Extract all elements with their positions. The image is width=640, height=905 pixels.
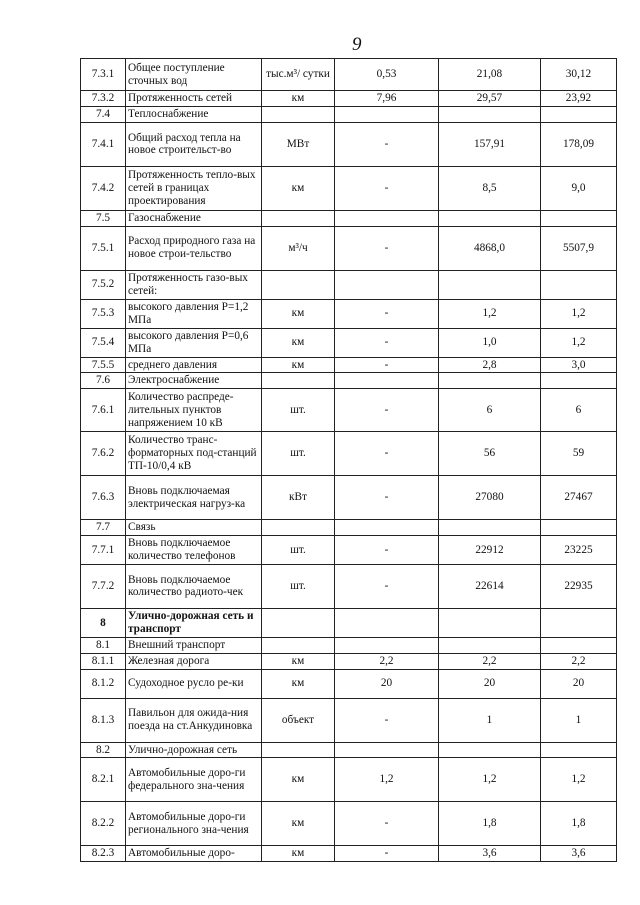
table-row <box>81 432 617 476</box>
table-row <box>81 637 617 653</box>
row-code: 7.6.2 <box>81 432 126 476</box>
row-value-1: - <box>335 328 439 357</box>
row-name: высокого давления Р=0,6 МПа <box>126 328 262 357</box>
row-value-3: 6 <box>541 389 617 432</box>
row-value-1 <box>335 742 439 758</box>
row-code: 7.4.1 <box>81 122 126 166</box>
row-value-1: - <box>335 802 439 846</box>
row-value-3 <box>541 270 617 299</box>
row-value-3: 1,2 <box>541 299 617 328</box>
row-code: 8.1.2 <box>81 669 126 698</box>
row-value-1: - <box>335 564 439 608</box>
row-code: 7.5.4 <box>81 328 126 357</box>
table-row <box>81 166 617 210</box>
row-name: Электроснабжение <box>126 373 262 389</box>
row-value-1: 1,2 <box>335 758 439 802</box>
row-value-2: 2,8 <box>439 357 541 373</box>
row-code: 7.3.1 <box>81 59 126 91</box>
row-value-2: 21,08 <box>439 59 541 91</box>
row-unit: кВт <box>262 476 335 520</box>
row-unit: объект <box>262 698 335 742</box>
row-unit: км <box>262 846 335 862</box>
row-value-1 <box>335 107 439 123</box>
row-name: Общий расход тепла на новое строительст-во <box>126 122 262 166</box>
row-value-3: 59 <box>541 432 617 476</box>
table-row <box>81 357 617 373</box>
row-code: 7.7.2 <box>81 564 126 608</box>
row-value-1: - <box>335 226 439 270</box>
row-code: 7.5.2 <box>81 270 126 299</box>
row-value-2: 3,6 <box>439 846 541 862</box>
row-value-2: 8,5 <box>439 166 541 210</box>
row-code: 7.7.1 <box>81 535 126 564</box>
table-row <box>81 608 617 637</box>
row-code: 7.6.3 <box>81 476 126 520</box>
row-value-1: - <box>335 846 439 862</box>
row-value-2: 20 <box>439 669 541 698</box>
row-value-2 <box>439 608 541 637</box>
row-value-1: - <box>335 535 439 564</box>
row-code: 7.5.5 <box>81 357 126 373</box>
row-value-1 <box>335 637 439 653</box>
row-name: Железная дорога <box>126 653 262 669</box>
row-name: Общее поступление сточных вод <box>126 59 262 91</box>
table-row <box>81 270 617 299</box>
row-value-3 <box>541 210 617 226</box>
row-code: 8.2.3 <box>81 846 126 862</box>
row-value-3: 5507,9 <box>541 226 617 270</box>
row-value-1: 2,2 <box>335 653 439 669</box>
row-name: Расход природного газа на новое строи-тельство <box>126 226 262 270</box>
table-row <box>81 846 617 862</box>
row-code: 8.2.2 <box>81 802 126 846</box>
row-code: 7.4 <box>81 107 126 123</box>
row-name: Вновь подключаемое количество телефонов <box>126 535 262 564</box>
page-number: 9 <box>352 34 362 55</box>
table-row <box>81 802 617 846</box>
row-value-2: 29,57 <box>439 91 541 107</box>
row-value-2: 1,2 <box>439 758 541 802</box>
row-code: 7.5.1 <box>81 226 126 270</box>
row-code: 8.2 <box>81 742 126 758</box>
row-code: 7.6 <box>81 373 126 389</box>
row-value-2: 27080 <box>439 476 541 520</box>
row-unit <box>262 608 335 637</box>
row-name: Автомобильные доро-ги федерального зна-чения <box>126 758 262 802</box>
row-value-2: 22912 <box>439 535 541 564</box>
row-unit: шт. <box>262 432 335 476</box>
row-unit: тыс.м³/ сутки <box>262 59 335 91</box>
row-value-1 <box>335 608 439 637</box>
row-name: Протяженность тепло-вых сетей в границах проектирования <box>126 166 262 210</box>
row-value-1 <box>335 373 439 389</box>
row-name: Количество распреде-лительных пунктов напряжением 10 кВ <box>126 389 262 432</box>
row-name: Газоснабжение <box>126 210 262 226</box>
row-value-3: 1,2 <box>541 328 617 357</box>
row-name: среднего давления <box>126 357 262 373</box>
indicators-table <box>80 58 617 862</box>
row-value-1: - <box>335 357 439 373</box>
row-value-1: - <box>335 389 439 432</box>
table-row <box>81 328 617 357</box>
row-unit <box>262 270 335 299</box>
row-value-2 <box>439 270 541 299</box>
row-value-1 <box>335 270 439 299</box>
row-value-1: - <box>335 122 439 166</box>
row-unit: км <box>262 166 335 210</box>
row-value-2 <box>439 520 541 536</box>
row-value-3: 178,09 <box>541 122 617 166</box>
row-name: Вновь подключаемая электрическая нагруз-ка <box>126 476 262 520</box>
row-value-1: 0,53 <box>335 59 439 91</box>
row-value-3 <box>541 107 617 123</box>
row-value-2 <box>439 373 541 389</box>
row-value-3: 9,0 <box>541 166 617 210</box>
row-name: Количество транс-форматорных под-станций ТП-10/0,4 кВ <box>126 432 262 476</box>
row-value-1: 20 <box>335 669 439 698</box>
table-row <box>81 476 617 520</box>
row-code: 7.3.2 <box>81 91 126 107</box>
row-value-3 <box>541 520 617 536</box>
row-code: 8.2.1 <box>81 758 126 802</box>
table-row <box>81 564 617 608</box>
row-unit: км <box>262 91 335 107</box>
row-unit: шт. <box>262 389 335 432</box>
row-value-2 <box>439 637 541 653</box>
table-row <box>81 653 617 669</box>
row-value-3: 1,2 <box>541 758 617 802</box>
row-unit: шт. <box>262 535 335 564</box>
table-row <box>81 91 617 107</box>
row-value-3: 2,2 <box>541 653 617 669</box>
row-value-2: 157,91 <box>439 122 541 166</box>
row-value-3: 27467 <box>541 476 617 520</box>
row-value-2: 2,2 <box>439 653 541 669</box>
row-code: 7.6.1 <box>81 389 126 432</box>
row-name: Улично-дорожная сеть <box>126 742 262 758</box>
row-value-2: 1,8 <box>439 802 541 846</box>
row-unit: шт. <box>262 564 335 608</box>
row-unit: км <box>262 328 335 357</box>
row-value-2 <box>439 742 541 758</box>
row-unit <box>262 210 335 226</box>
row-value-3: 30,12 <box>541 59 617 91</box>
row-value-2: 1,0 <box>439 328 541 357</box>
row-value-3: 3,0 <box>541 357 617 373</box>
row-name: Вновь подключаемое количество радиото-чек <box>126 564 262 608</box>
row-name: высокого давления Р=1,2 МПа <box>126 299 262 328</box>
row-code: 8 <box>81 608 126 637</box>
row-value-1: - <box>335 166 439 210</box>
row-unit <box>262 520 335 536</box>
row-name: Теплоснабжение <box>126 107 262 123</box>
table-row <box>81 122 617 166</box>
row-value-1 <box>335 210 439 226</box>
row-value-3: 1,8 <box>541 802 617 846</box>
row-value-2: 6 <box>439 389 541 432</box>
row-value-1 <box>335 520 439 536</box>
table-row <box>81 389 617 432</box>
row-value-3: 23225 <box>541 535 617 564</box>
row-name: Улично-дорожная сеть и транспорт <box>126 608 262 637</box>
row-unit <box>262 742 335 758</box>
row-value-3 <box>541 373 617 389</box>
row-unit <box>262 637 335 653</box>
row-value-3: 22935 <box>541 564 617 608</box>
row-name: Связь <box>126 520 262 536</box>
row-code: 8.1.1 <box>81 653 126 669</box>
table-row <box>81 226 617 270</box>
table-row <box>81 107 617 123</box>
row-unit: км <box>262 758 335 802</box>
row-unit: км <box>262 299 335 328</box>
row-unit: км <box>262 669 335 698</box>
row-value-1: 7,96 <box>335 91 439 107</box>
row-name: Протяженность газо-вых сетей: <box>126 270 262 299</box>
row-value-3: 23,92 <box>541 91 617 107</box>
table-row <box>81 758 617 802</box>
row-code: 7.7 <box>81 520 126 536</box>
row-value-3 <box>541 608 617 637</box>
table-row <box>81 210 617 226</box>
row-value-1: - <box>335 299 439 328</box>
row-value-3: 1 <box>541 698 617 742</box>
table-row <box>81 373 617 389</box>
row-value-1: - <box>335 476 439 520</box>
row-unit: км <box>262 357 335 373</box>
table-row <box>81 669 617 698</box>
row-name: Павильон для ожида-ния поезда на ст.Анкудиновка <box>126 698 262 742</box>
table-row <box>81 299 617 328</box>
row-name: Судоходное русло ре-ки <box>126 669 262 698</box>
row-unit: км <box>262 653 335 669</box>
table-row <box>81 698 617 742</box>
table-row <box>81 59 617 91</box>
row-value-1: - <box>335 432 439 476</box>
row-value-3 <box>541 742 617 758</box>
row-value-2: 1 <box>439 698 541 742</box>
row-code: 8.1 <box>81 637 126 653</box>
row-code: 7.5.3 <box>81 299 126 328</box>
row-unit: МВт <box>262 122 335 166</box>
row-unit: км <box>262 802 335 846</box>
row-name: Внешний транспорт <box>126 637 262 653</box>
row-value-2 <box>439 107 541 123</box>
row-code: 8.1.3 <box>81 698 126 742</box>
row-value-2: 1,2 <box>439 299 541 328</box>
table-row <box>81 742 617 758</box>
table-row <box>81 520 617 536</box>
row-name: Протяженность сетей <box>126 91 262 107</box>
row-name: Автомобильные доро- <box>126 846 262 862</box>
row-value-2: 4868,0 <box>439 226 541 270</box>
row-unit: м³/ч <box>262 226 335 270</box>
row-name: Автомобильные доро-ги регионального зна-чения <box>126 802 262 846</box>
row-value-3: 20 <box>541 669 617 698</box>
row-value-3 <box>541 637 617 653</box>
row-code: 7.5 <box>81 210 126 226</box>
row-value-2 <box>439 210 541 226</box>
row-unit <box>262 107 335 123</box>
row-value-2: 56 <box>439 432 541 476</box>
table-row <box>81 535 617 564</box>
row-value-2: 22614 <box>439 564 541 608</box>
row-unit <box>262 373 335 389</box>
row-value-1: - <box>335 698 439 742</box>
row-value-3: 3,6 <box>541 846 617 862</box>
row-code: 7.4.2 <box>81 166 126 210</box>
